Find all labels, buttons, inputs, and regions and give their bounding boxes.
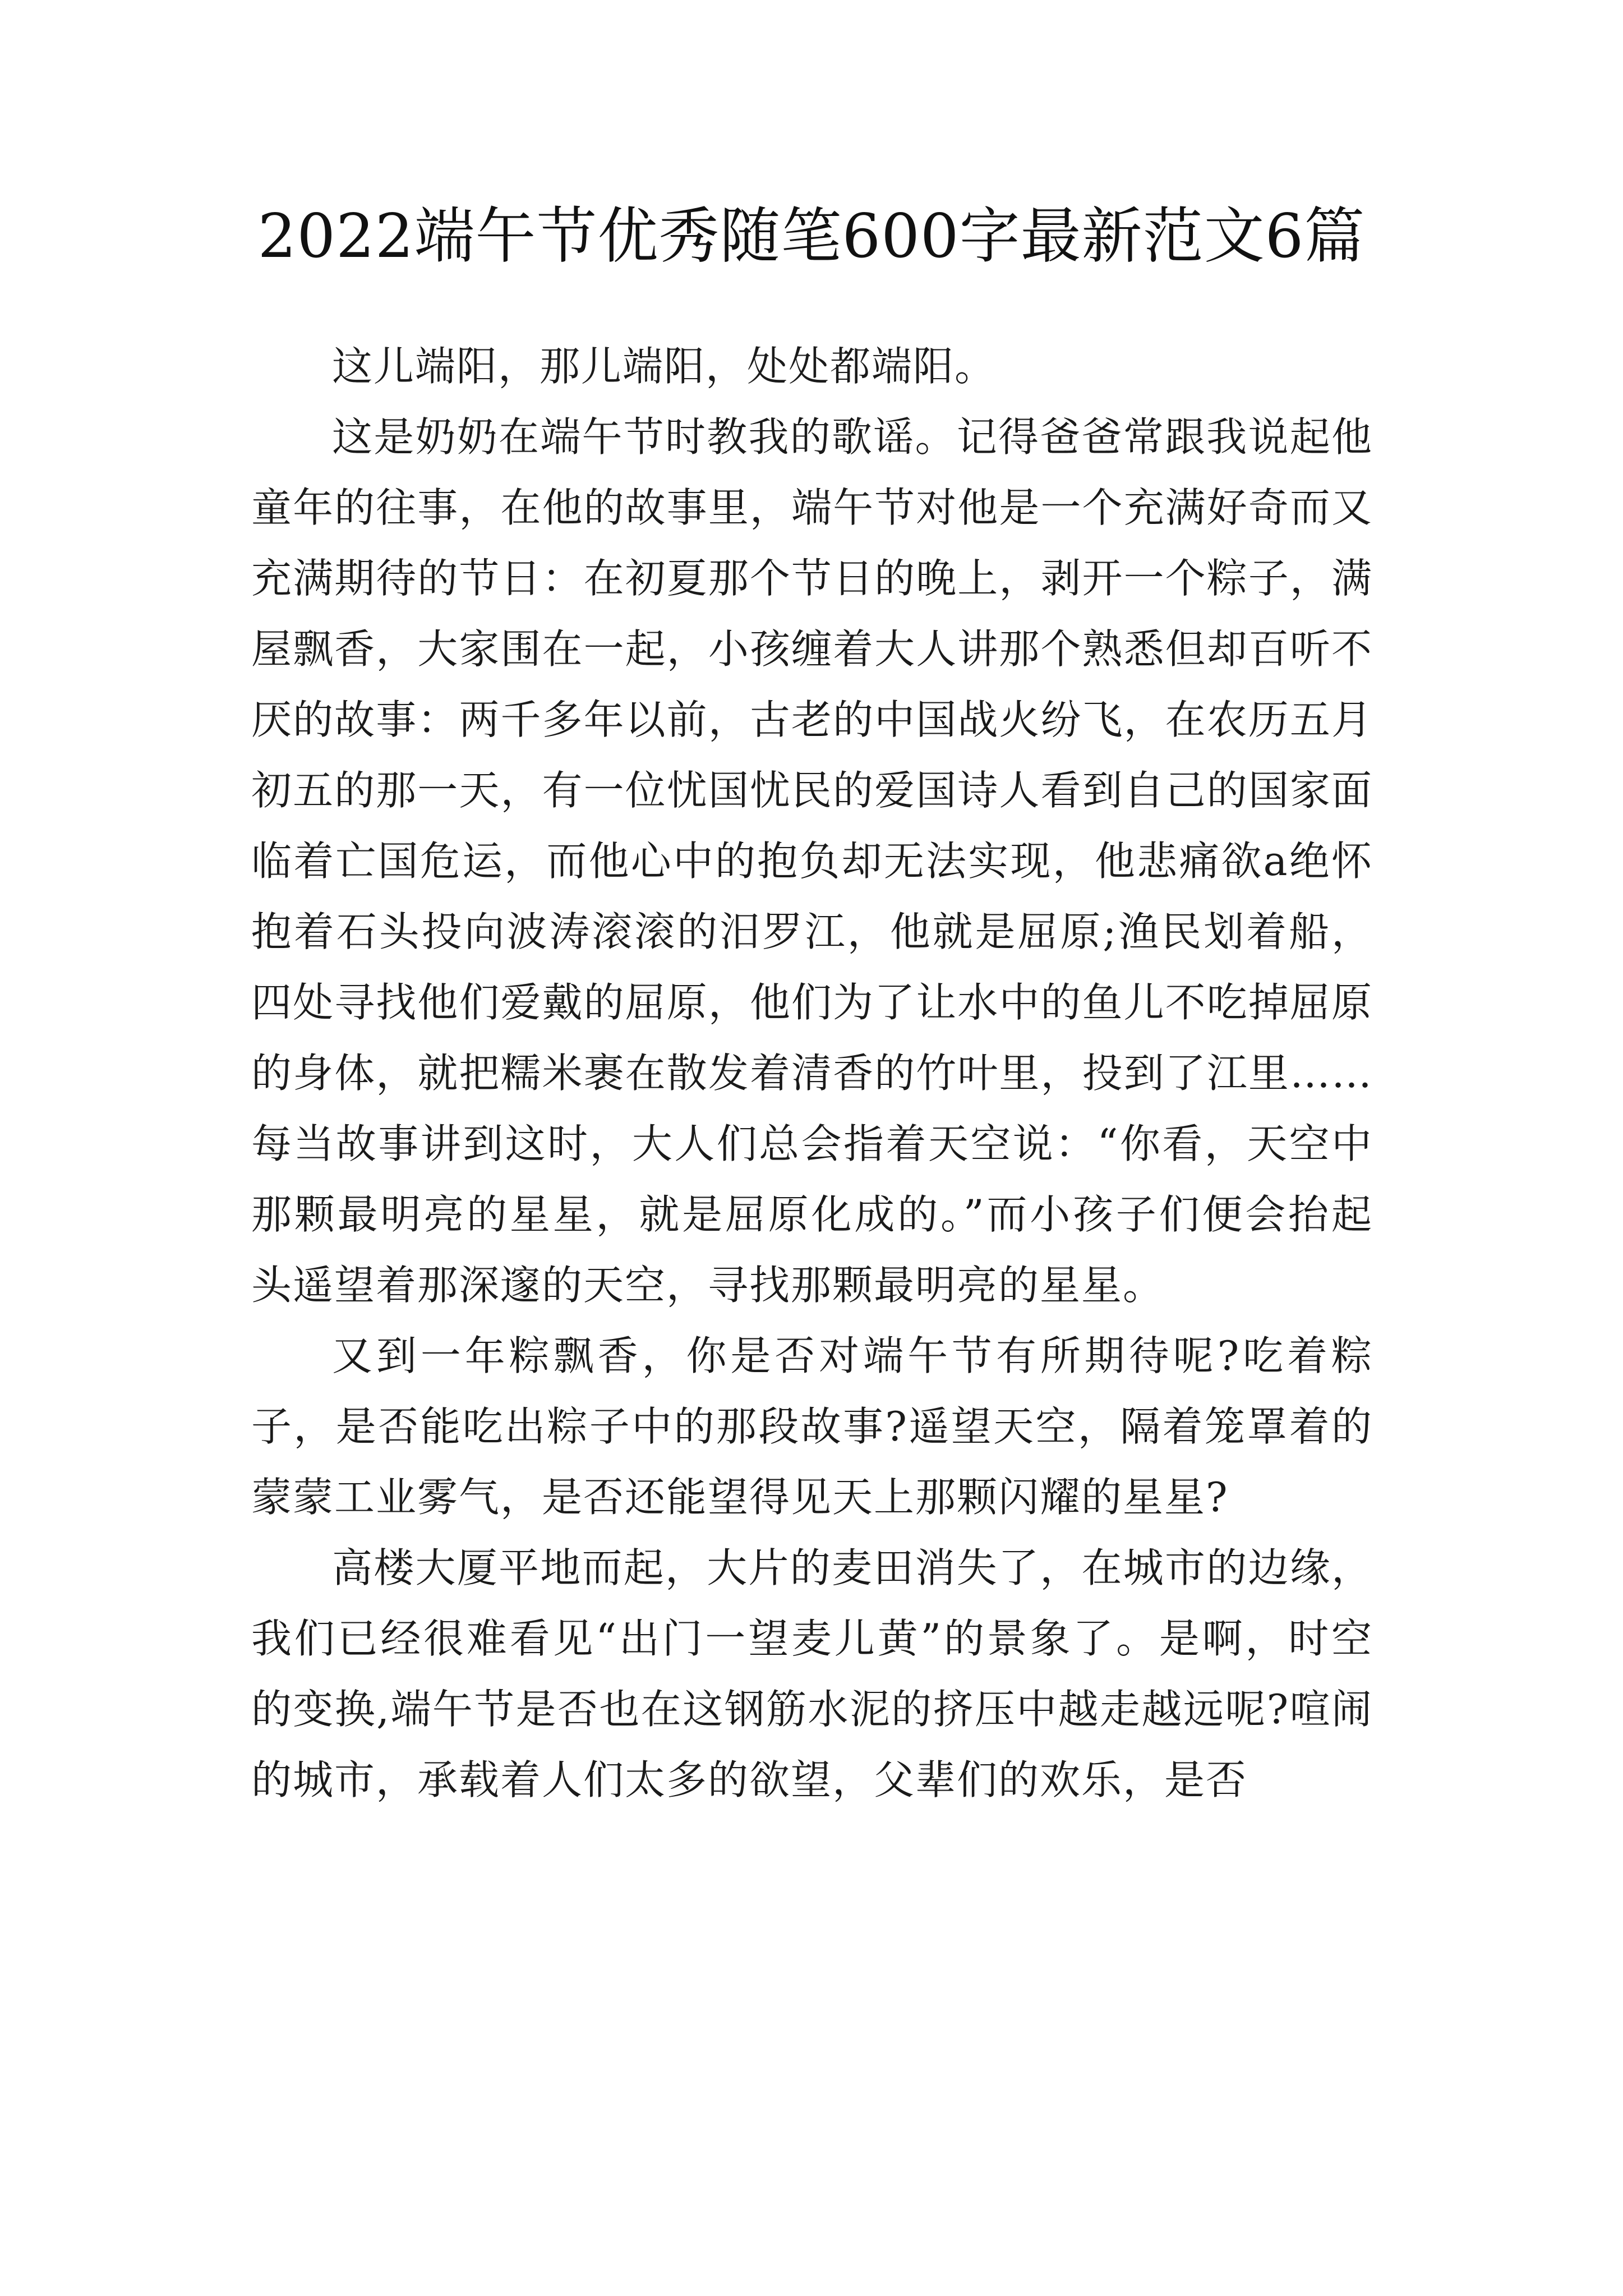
document-body [251, 331, 1373, 1815]
paragraph: 高楼大厦平地而起，大片的麦田消失了，在城市的边缘，我们已经很难看见“出门一望麦儿黄”的景象了。是啊，时空的变换,端午节是否也在这钢筋水泥的挤压中越走越远呢?喧闹的城市，承载着人们太多的欲望，父辈们的欢乐，是否 [251, 1544, 1373, 1803]
paragraph: 又到一年粽飘香，你是否对端午节有所期待呢?吃着粽子，是否能吃出粽子中的那段故事?遥望天空，隔着笼罩着的蒙蒙工业雾气，是否还能望得见天上那颗闪耀的星星? [251, 1332, 1373, 1521]
paragraph: 这儿端阳，那儿端阳，处处都端阳。 [332, 343, 997, 390]
paragraph: 这是奶奶在端午节时教我的歌谣。记得爸爸常跟我说起他童年的往事，在他的故事里，端午节对他是一个充满好奇而又充满期待的节日：在初夏那个节日的晚上，剥开一个粽子，满屋飘香，大家围在一起，小孩缠着大人讲那个熟悉但却百听不厌的故事：两千多年以前，古老的中国战火纷飞，在农历五月初五的那一天，有一位忧国忧民的爱国诗人看到自己的国家面临着亡国危运，而他心中的抱负却无法实现，他悲痛欲a绝怀抱着石头投向波涛滚滚的汨罗江，他就是屈原;渔民划着船，四处寻找他们爱戴的屈原，他们为了让水中的鱼儿不吃掉屈原的身体，就把糯米裹在散发着清香的竹叶里，投到了江里……每当故事讲到这时，大人们总会指着天空说：“你看，天空中那颗最明亮的星星，就是屈原化成的。”而小孩子们便会抬起头遥望着那深邃的天空，寻找那颗最明亮的星星。 [251, 413, 1373, 1309]
document-title: 2022端午节优秀随笔600字最新范文6篇 [257, 201, 1366, 272]
